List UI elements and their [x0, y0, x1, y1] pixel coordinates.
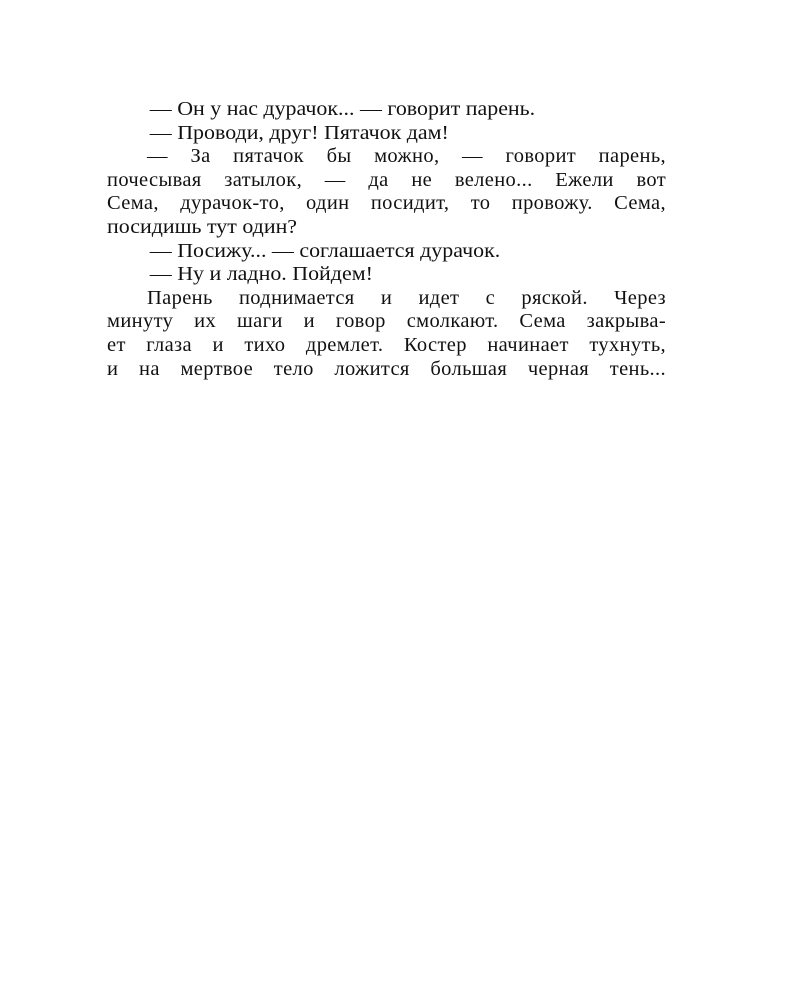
text-line: ет глаза и тихо дремлет. Костер начинает тухнуть,: [107, 333, 666, 356]
text-line: — За пятачок бы можно, — говорит парень,: [147, 145, 666, 168]
text-line: — Ну и ладно. Пойдем!: [149, 263, 373, 286]
text-line: — Посижу... — соглашается дурачок.: [149, 239, 501, 262]
text-line: посидишь тут один?: [107, 215, 298, 238]
text-line: минуту их шаги и говор смолкают. Сема закрыва-: [107, 310, 666, 333]
text-line: — Он у нас дурачок... — говорит парень.: [149, 98, 536, 120]
text-line: почесывая затылок, — да не велено... Ежели вот: [107, 168, 666, 191]
text-line: Сема, дурачок-то, один посидит, то провожу. Сема,: [107, 192, 666, 215]
text-line: — Проводи, друг! Пятачок дам!: [149, 121, 449, 144]
text-line: Парень поднимается и идет с ряской. Через: [147, 286, 666, 309]
page-text: [107, 98, 666, 381]
text-line: и на мертвое тело ложится большая черная тень...: [107, 357, 666, 380]
